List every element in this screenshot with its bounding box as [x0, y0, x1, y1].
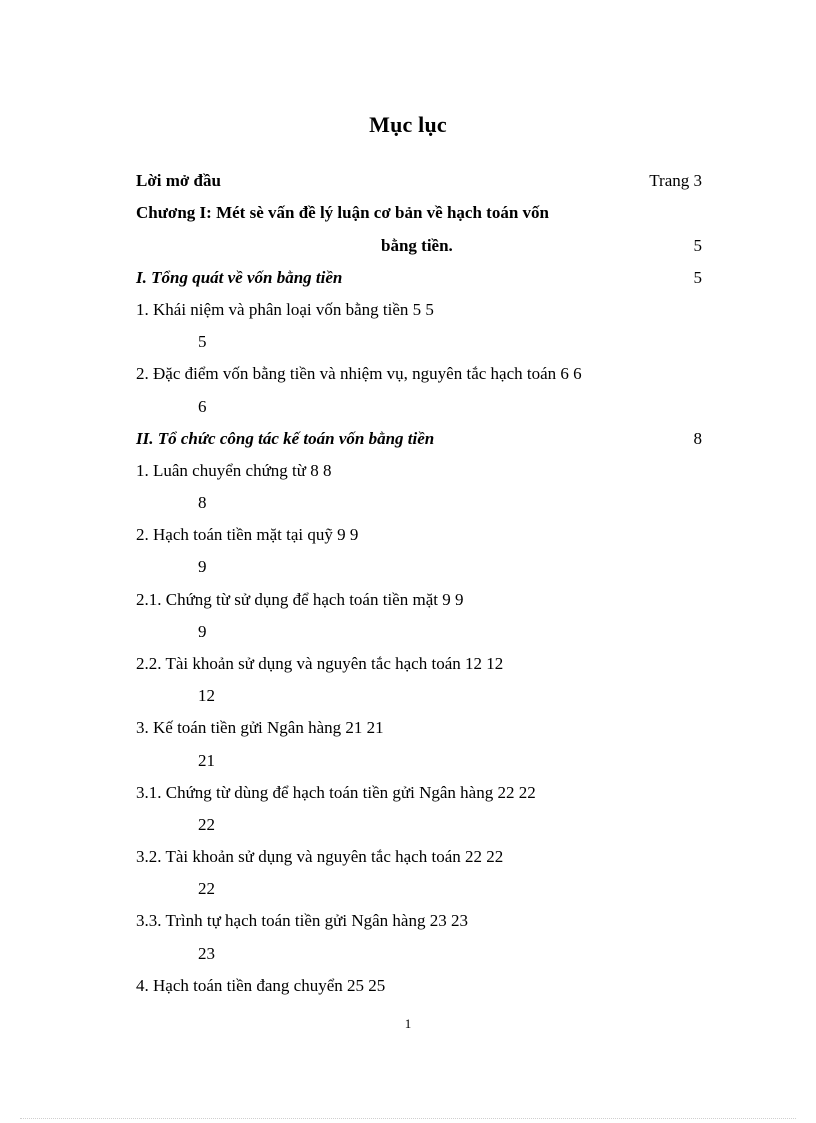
- toc-entry-chapter-1: [136, 201, 702, 225]
- toc-entry-overflow-page: [136, 684, 702, 708]
- toc-entry-text: 3.2. Tài khoản sử dụng và nguyên tắc hạch toán 22 22: [136, 847, 504, 866]
- toc-entry-text: bằng tiền.: [381, 236, 453, 255]
- toc-entry-page: 21: [198, 751, 215, 770]
- toc-entry: [136, 588, 702, 612]
- toc-entry-page: 9: [198, 557, 207, 576]
- toc-entry-page: 22: [198, 879, 215, 898]
- toc-entry-page: 12: [198, 686, 215, 705]
- toc-entry-text: Lời mở đầu: [136, 171, 221, 190]
- page-title: Mục lục: [369, 112, 447, 137]
- toc-entry: [136, 781, 702, 805]
- toc-entry: [136, 909, 702, 933]
- toc-entry-text: 3. Kế toán tiền gửi Ngân hàng 21 21: [136, 718, 384, 737]
- toc-entry-overflow-page: [136, 555, 702, 579]
- toc-entry-page: Trang 3: [649, 171, 702, 190]
- toc-entry-page: 5: [198, 332, 207, 351]
- toc-entry-section-2: [136, 427, 702, 451]
- toc-entry-text: 1. Luân chuyển chứng từ 8 8: [136, 461, 332, 480]
- toc-entry: [136, 716, 702, 740]
- toc-entry-page: 8: [693, 429, 702, 448]
- toc-entry-page: 9: [198, 622, 207, 641]
- toc-entry: [136, 362, 702, 386]
- toc-entry-page: 23: [198, 944, 215, 963]
- toc-entry-text: 2. Hạch toán tiền mặt tại quỹ 9 9: [136, 525, 359, 544]
- toc-entry-text: II. Tổ chức công tác kế toán vốn bằng tiền: [136, 429, 435, 448]
- toc-entry-page: 5: [693, 268, 702, 287]
- toc-entry: [136, 652, 702, 676]
- toc-entry-overflow-page: [136, 395, 702, 419]
- toc-entry-text: 3.1. Chứng từ dùng để hạch toán tiền gửi Ngân hàng 22 22: [136, 783, 536, 802]
- toc-entry-page: 8: [198, 493, 207, 512]
- toc-entry-text: 2.1. Chứng từ sử dụng để hạch toán tiền mặt 9 9: [136, 590, 464, 609]
- toc-entry-chapter-1-continued: [136, 234, 702, 258]
- toc-entry-text: 2. Đặc điểm vốn bằng tiền và nhiệm vụ, nguyên tắc hạch toán 6 6: [136, 364, 582, 383]
- toc-entry-text: 4. Hạch toán tiền đang chuyển 25 25: [136, 976, 386, 995]
- toc-entry-overflow-page: [136, 620, 702, 644]
- toc-entry-page: 5: [693, 236, 702, 255]
- toc-entry-overflow-page: [136, 491, 702, 515]
- toc-entry-text: 2.2. Tài khoản sử dụng và nguyên tắc hạch toán 12 12: [136, 654, 504, 673]
- toc-entry-overflow-page: [136, 813, 702, 837]
- toc-entry-page: 22: [198, 815, 215, 834]
- toc-entry-text: 3.3. Trình tự hạch toán tiền gửi Ngân hàng 23 23: [136, 911, 468, 930]
- toc-entry: [136, 974, 702, 998]
- toc-entry-overflow-page: [136, 877, 702, 901]
- toc-entry: [136, 298, 702, 322]
- page-edge-divider: [20, 1118, 796, 1119]
- toc-entry: [136, 523, 702, 547]
- toc-entry-section-1: [136, 266, 702, 290]
- toc-entry-overflow-page: [136, 942, 702, 966]
- toc-entry-text: 1. Khái niệm và phân loại vốn bằng tiền 5 5: [136, 300, 434, 319]
- toc-entry: [136, 845, 702, 869]
- toc-entry-text: Chương I: Mét sè vấn đề lý luận cơ bản về hạch toán vốn: [136, 203, 549, 222]
- toc-entry: [136, 459, 702, 483]
- toc-entry-text: I. Tổng quát về vốn bằng tiền: [136, 268, 343, 287]
- toc-entry-overflow-page: [136, 330, 702, 354]
- toc-entry-overflow-page: [136, 749, 702, 773]
- page-number: 1: [404, 1016, 412, 1031]
- toc-entry-introduction: [136, 169, 702, 193]
- toc-entry-page: 6: [198, 397, 207, 416]
